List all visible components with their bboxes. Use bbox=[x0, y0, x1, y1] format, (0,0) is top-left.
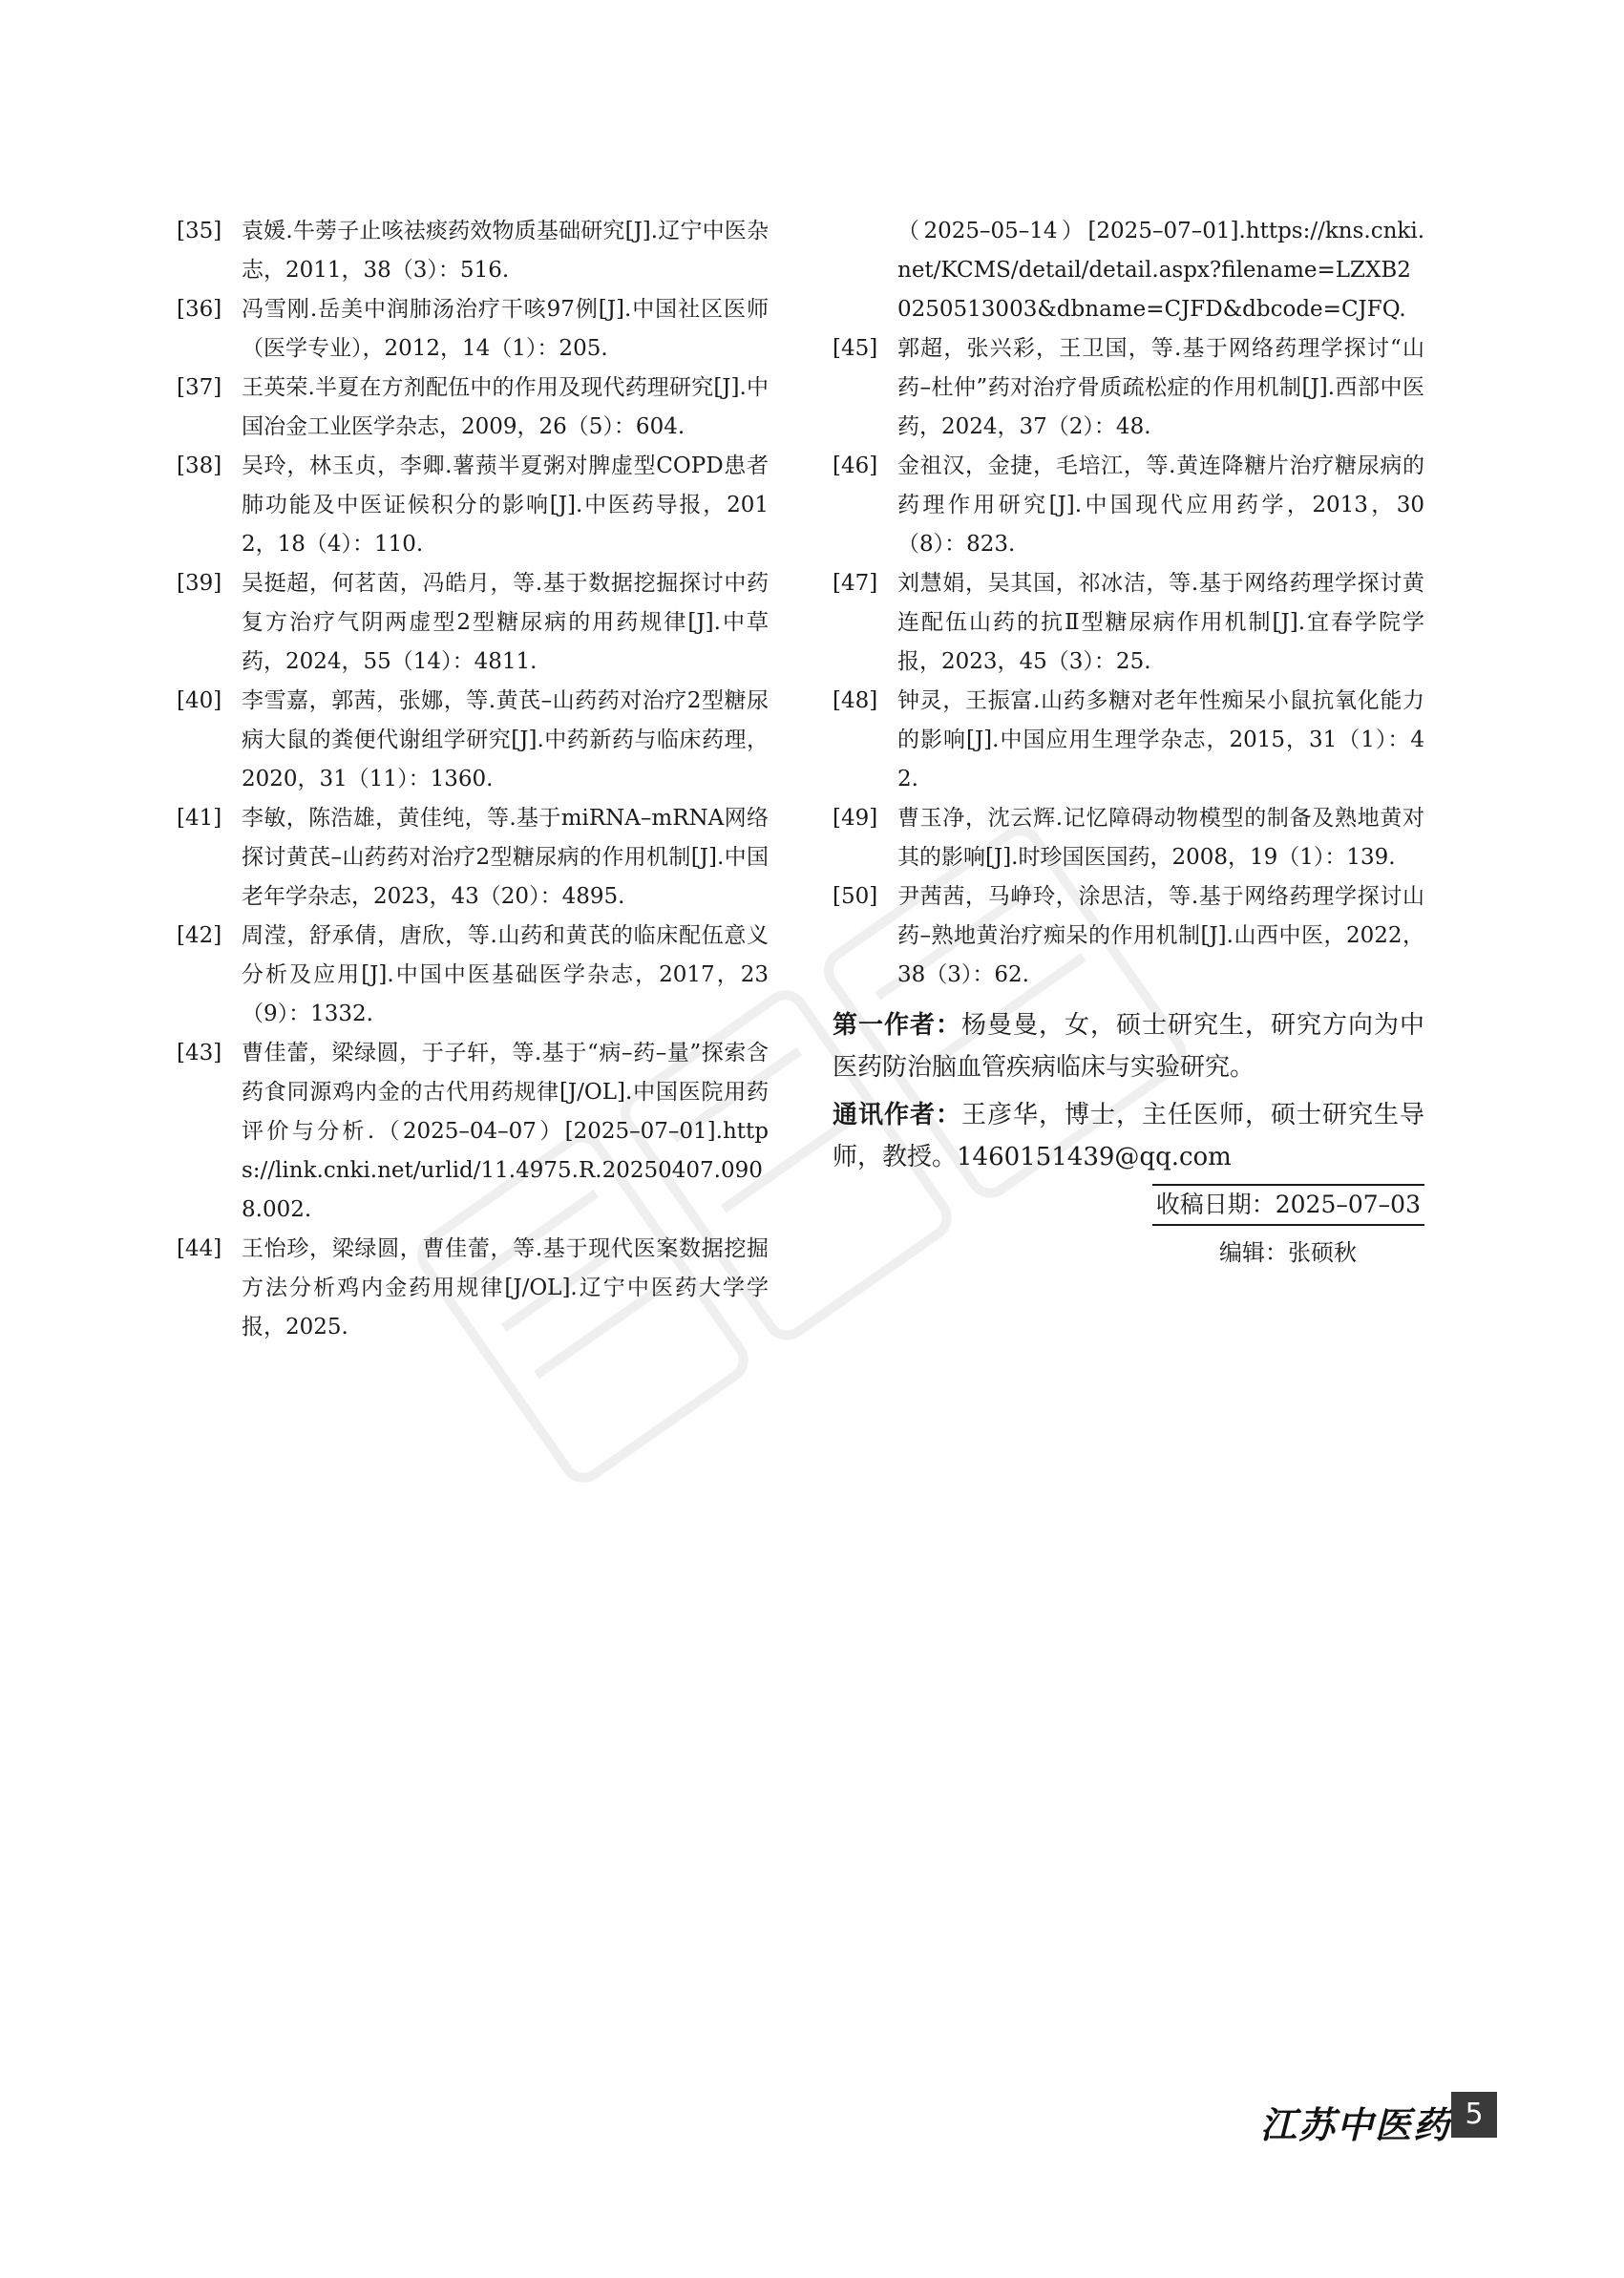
reference-number: [39] bbox=[177, 571, 222, 596]
reference-number: [45] bbox=[833, 336, 878, 361]
first-author-text: 杨曼曼，女，硕士研究生，研究方向为中医药防治脑血管疾病临床与实验研究。 bbox=[833, 1011, 1424, 1082]
reference-text: 尹茜茜，马峥玲，涂思洁，等.基于网络药理学探讨山药–熟地黄治疗痴呆的作用机制[J].山西中医，2022，38（3）：62. bbox=[897, 884, 1424, 987]
reference-number: [40] bbox=[177, 688, 222, 713]
reference-item bbox=[177, 369, 769, 447]
reference-text: 袁媛.牛蒡子止咳祛痰药效物质基础研究[J].辽宁中医杂志，2011，38（3）：516. bbox=[242, 219, 769, 283]
reference-number: [41] bbox=[177, 806, 222, 831]
first-author-label: 第一作者： bbox=[833, 1011, 961, 1040]
corresponding-author-label: 通讯作者： bbox=[833, 1101, 961, 1129]
reference-text: 王怡珍，梁绿圆，曹佳蕾，等.基于现代医案数据挖掘方法分析鸡内金药用规律[J/OL].辽宁中医药大学学报，2025. bbox=[242, 1236, 769, 1339]
reference-number: [49] bbox=[833, 806, 878, 831]
reference-text: 王英荣.半夏在方剂配伍中的作用及现代药理研究[J].中国冶金工业医学杂志，2009，26（5）：604. bbox=[242, 375, 769, 439]
reference-text: （2025–05–14）[2025–07–01].https://kns.cnki.net/KCMS/detail/detail.aspx?filename=LZXB20250513003&dbname=CJFD&dbcode=CJFQ. bbox=[897, 219, 1424, 322]
reference-text: 李雪嘉，郭茜，张娜，等.黄芪–山药药对治疗2型糖尿病大鼠的粪便代谢组学研究[J].中药新药与临床药理，2020，31（11）：1360. bbox=[242, 688, 769, 791]
reference-text: 曹佳蕾，梁绿圆，于子轩，等.基于“病–药–量”探索含药食同源鸡内金的古代用药规律[J/OL].中国医院用药评价与分析.（2025–04–07）[2025–07–01].https://link.cnki.net/urlid/11.4975.R.20250407.0908.002. bbox=[242, 1041, 769, 1222]
reference-text: 李敏，陈浩雄，黄佳纯，等.基于miRNA–mRNA网络探讨黄芪–山药药对治疗2型糖尿病的作用机制[J].中国老年学杂志，2023，43（20）：4895. bbox=[242, 806, 769, 909]
reference-text: 金祖汉，金捷，毛培江，等.黄连降糖片治疗糖尿病的药理作用研究[J].中国现代应用药学，2013，30（8）：823. bbox=[897, 453, 1424, 557]
reference-text: 钟灵，王振富.山药多糖对老年性痴呆小鼠抗氧化能力的影响[J].中国应用生理学杂志，2015，31（1）：42. bbox=[897, 688, 1424, 791]
reference-number: [50] bbox=[833, 884, 878, 909]
reference-item bbox=[177, 447, 769, 564]
received-date bbox=[833, 1184, 1424, 1226]
received-date-text: 收稿日期：2025–07–03 bbox=[1152, 1184, 1424, 1226]
reference-text: 吴玲，林玉贞，李卿.薯蓣半夏粥对脾虚型COPD患者肺功能及中医证候积分的影响[J].中医药导报，2012，18（4）：110. bbox=[242, 453, 769, 557]
reference-item bbox=[833, 877, 1424, 995]
editor-note: 编辑：张硕秋 bbox=[1219, 1239, 1357, 1266]
first-author-note bbox=[833, 1004, 1424, 1088]
reference-item bbox=[833, 682, 1424, 799]
reference-number: [35] bbox=[177, 219, 222, 243]
reference-number: [47] bbox=[833, 571, 878, 596]
reference-item bbox=[833, 564, 1424, 682]
reference-item bbox=[177, 212, 769, 290]
reference-number: [37] bbox=[177, 375, 222, 400]
references-left-column bbox=[177, 212, 769, 1347]
reference-text: 曹玉净，沈云辉.记忆障碍动物模型的制备及熟地黄对其的影响[J].时珍国医国药，2008，19（1）：139. bbox=[897, 806, 1424, 870]
reference-text: 吴挺超，何茗茵，冯皓月，等.基于数据挖掘探讨中药复方治疗气阴两虚型2型糖尿病的用药规律[J].中草药，2024，55（14）：4811. bbox=[242, 571, 769, 674]
reference-item bbox=[177, 1034, 769, 1230]
references-right-column bbox=[833, 212, 1424, 1272]
page-number: 5 bbox=[1451, 2092, 1497, 2138]
reference-text: 冯雪刚.岳美中润肺汤治疗干咳97例[J].中国社区医师（医学专业），2012，14（1）：205. bbox=[242, 297, 769, 361]
reference-item bbox=[177, 799, 769, 917]
references-right-list bbox=[833, 329, 1424, 995]
corresponding-author-note bbox=[833, 1094, 1424, 1178]
reference-item-44-continued bbox=[833, 212, 1424, 329]
reference-item bbox=[833, 447, 1424, 564]
corresponding-author-text: 王彦华，博士，主任医师，硕士研究生导师，教授。1460151439@qq.com bbox=[833, 1101, 1424, 1171]
reference-item bbox=[833, 329, 1424, 447]
reference-item bbox=[177, 1230, 769, 1347]
reference-number: [44] bbox=[177, 1236, 222, 1261]
reference-text: 刘慧娟，吴其国，祁冰洁，等.基于网络药理学探讨黄连配伍山药的抗Ⅱ型糖尿病作用机制[J].宜春学院学报，2023，45（3）：25. bbox=[897, 571, 1424, 674]
reference-number: [46] bbox=[833, 453, 878, 478]
reference-number: [36] bbox=[177, 297, 222, 322]
reference-item bbox=[177, 682, 769, 799]
reference-number: [38] bbox=[177, 453, 222, 478]
reference-item bbox=[177, 290, 769, 369]
reference-item bbox=[177, 917, 769, 1034]
reference-item bbox=[177, 564, 769, 682]
journal-name: 江苏中医药 bbox=[1260, 2103, 1452, 2146]
reference-text: 郭超，张兴彩，王卫国，等.基于网络药理学探讨“山药–杜仲”药对治疗骨质疏松症的作用机制[J].西部中医药，2024，37（2）：48. bbox=[897, 336, 1424, 439]
reference-number: [43] bbox=[177, 1041, 222, 1065]
reference-text: 周滢，舒承倩，唐欣，等.山药和黄芪的临床配伍意义分析及应用[J].中国中医基础医学杂志，2017，23（9）：1332. bbox=[242, 923, 769, 1026]
reference-number: [42] bbox=[177, 923, 222, 948]
reference-item bbox=[833, 799, 1424, 877]
reference-number: [48] bbox=[833, 688, 878, 713]
